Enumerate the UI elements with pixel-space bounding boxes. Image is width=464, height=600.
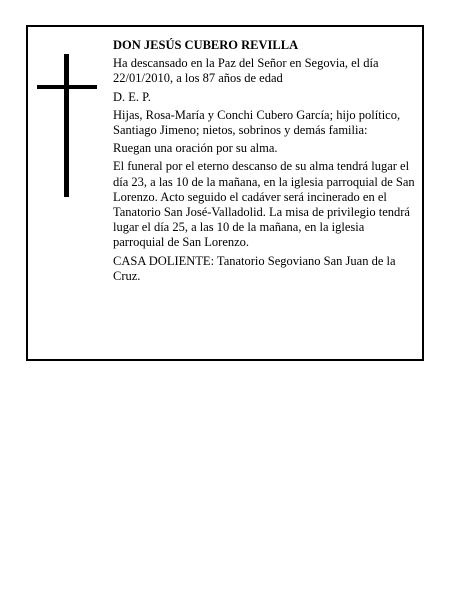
- death-announcement: Ha descansado en la Paz del Señor en Segovia, el día 22/01/2010, a los 87 años de edad: [113, 56, 379, 86]
- cross-icon: [37, 54, 97, 197]
- prayer-request: Ruegan una oración por su alma.: [113, 141, 278, 156]
- deceased-name: DON JESÚS CUBERO REVILLA: [113, 38, 299, 52]
- funeral-home: CASA DOLIENTE: Tanatorio Segoviano San Juan de la Cruz.: [113, 253, 396, 283]
- funeral-details: El funeral por el eterno descanso de su alma tendrá lugar el día 23, a las 10 de la mañana, en la iglesia parroquial de San Lorenzo. Acto seguido el cadáver será incinerado en el Tanatorio San José-Valladolid. La misa de privilegio tendrá lugar el día 25, a las 10 de la mañana, en la iglesia parroquial de San Lorenzo.: [113, 159, 415, 250]
- cross-horizontal-bar: [37, 85, 97, 89]
- obituary-text: [113, 38, 418, 287]
- rest-in-peace: D. E. P.: [113, 89, 151, 104]
- cross-vertical-bar: [64, 54, 69, 197]
- family-members: Hijas, Rosa-María y Conchi Cubero García; hijo político, Santiago Jimeno; nietos, sobrinos y demás familia:: [113, 107, 401, 138]
